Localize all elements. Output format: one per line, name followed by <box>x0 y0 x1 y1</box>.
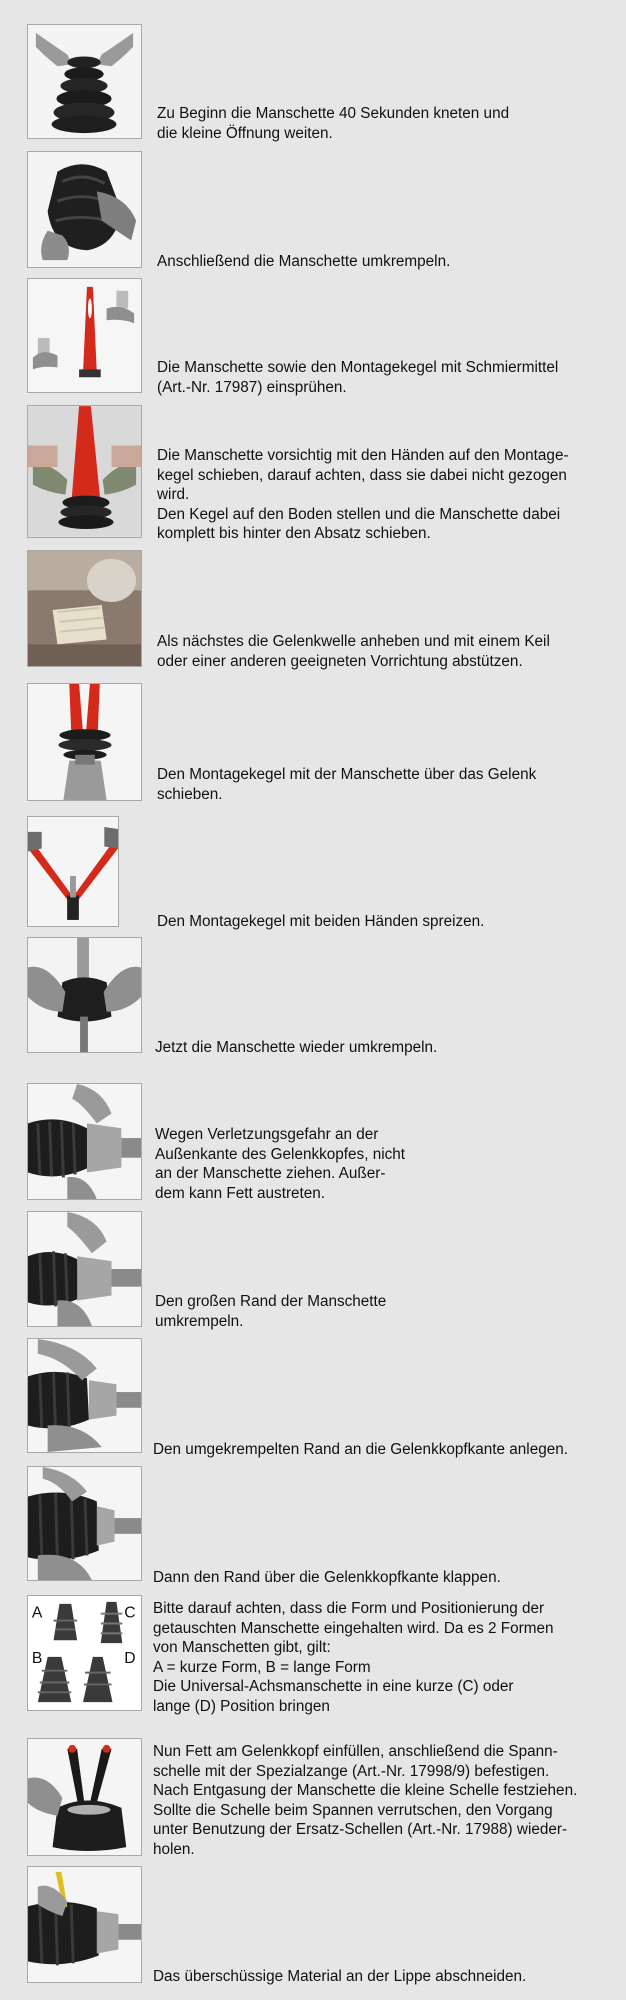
step-5-text: Als nächstes die Gelenkwelle anheben und mit einem Keil oder einer anderen geeigneten Vorrichtung abstützen. <box>157 633 550 670</box>
step-11-text: Den umgekrempelten Rand an die Gelenkkopfkante anlegen. <box>153 1441 568 1458</box>
step-1-text: Zu Beginn die Manschette 40 Sekunden kneten und die kleine Öffnung weiten. <box>157 105 510 142</box>
step-6-text: Den Montagekegel mit der Manschette über das Gelenk schieben. <box>157 766 537 803</box>
step-4-text: Die Manschette vorsichtig mit den Händen auf den Montage- kegel schieben, darauf achten, dass sie dabei nicht gezogen wird. Den Kegel auf den Boden stellen und die Manschette dabei komplett bis hinter den Absatz schieben. <box>157 447 569 542</box>
label-b: B <box>31 1649 43 1667</box>
step-9-text: Wegen Verletzungsgefahr an der Außenkante des Gelenkkopfes, nicht an der Manschette ziehen. Außer- dem kann Fett austreten. <box>155 1126 406 1202</box>
lubricant-spray-photo <box>27 278 142 393</box>
step-3-text: Die Manschette sowie den Montagekegel mit Schmiermittel (Art.-Nr. 17987) einsprühen. <box>157 359 559 396</box>
step-10-text: Den großen Rand der Manschette umkrempeln. <box>155 1293 387 1330</box>
driveshaft-wedge-photo <box>27 550 142 667</box>
step-14-text: Nun Fett am Gelenkkopf einfüllen, anschließend die Spann- schelle mit der Spezialzange (Art.-Nr. 17998/9) befestigen. Nach Entgasung der Manschette die kleine Schelle festziehen. Sollte die Schelle beim Spannen verrutschen, den Vorgang unter Benutzung der Ersatz-Schellen (Art.-Nr. 17988) wieder- holen. <box>153 1743 578 1858</box>
label-c: C <box>124 1604 136 1622</box>
label-a: A <box>31 1604 43 1622</box>
step-7-text: Den Montagekegel mit beiden Händen spreizen. <box>157 913 485 930</box>
rim-against-joint-photo <box>27 1338 142 1453</box>
step-13-text: Bitte darauf achten, dass die Form und Positionierung der getauschten Manschette eingehalten wird. Da es 2 Formen von Manschetten gibt, gilt: A = kurze Form, B = lange Form Die Universal-Achsmanschette in eine kurze (C) oder lange (D) Position bringen <box>153 1600 554 1715</box>
boot-kneading-photo <box>27 24 142 139</box>
step-2-text: Anschließend die Manschette umkrempeln. <box>157 253 451 270</box>
cone-over-joint-photo <box>27 683 142 801</box>
boot-on-cone-photo <box>27 405 142 538</box>
boot-reinvert-photo <box>27 937 142 1053</box>
boot-inverting-photo <box>27 151 142 268</box>
step-15-text: Das überschüssige Material an der Lippe abschneiden. <box>153 1968 527 1985</box>
boot-large-rim-photo <box>27 1211 142 1327</box>
rim-fold-over-photo <box>27 1466 142 1581</box>
boot-forms-diagram <box>27 1595 142 1711</box>
clamp-pliers-photo <box>27 1738 142 1856</box>
label-d: D <box>124 1649 136 1667</box>
step-12-text: Dann den Rand über die Gelenkkopfkante klappen. <box>153 1569 501 1586</box>
step-8-text: Jetzt die Manschette wieder umkrempeln. <box>155 1039 438 1056</box>
boot-edge-warning-photo <box>27 1083 142 1200</box>
cone-spreading-photo <box>27 816 119 927</box>
trim-lip-photo <box>27 1866 142 1983</box>
